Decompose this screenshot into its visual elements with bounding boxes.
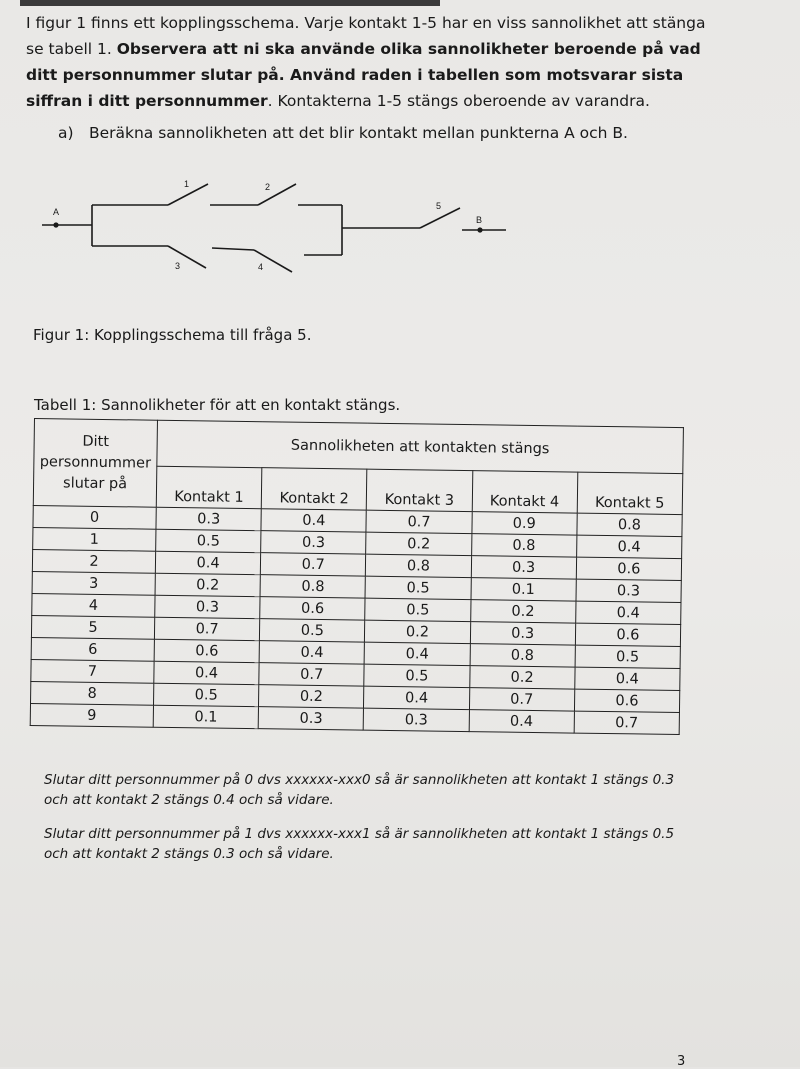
switch-3 [168, 246, 206, 268]
switch-2 [258, 184, 296, 205]
probability-cell: 0.5 [260, 619, 365, 642]
probability-cell: 0.6 [574, 689, 680, 712]
label-switch-5: 5 [436, 201, 442, 211]
note-example-0: Slutar ditt personnummer på 0 dvs xxxxxx-xxx0 så är sannolikheten att kontakt 1 stängs 0.3 och att kontakt 2 stängs 0.4 och så vidare. [44, 772, 675, 808]
probability-cell: 0.4 [154, 661, 259, 684]
probability-cell: 0.3 [470, 622, 575, 645]
probability-cell: 0.4 [575, 667, 681, 690]
probability-cell: 0.3 [156, 507, 261, 530]
label-b: B [476, 215, 483, 225]
column-header-kontakt-2: Kontakt 2 [261, 468, 367, 510]
column-header-kontakt-5: Kontakt 5 [577, 472, 683, 514]
row-header-cell [33, 419, 157, 508]
probability-cell: 0.3 [576, 579, 682, 602]
probability-cell: 0.8 [366, 554, 471, 577]
probability-cell: 0.4 [575, 601, 681, 624]
probability-cell: 0.5 [575, 645, 681, 668]
column-header-kontakt-3: Kontakt 3 [367, 469, 473, 511]
question-label: a) [58, 124, 74, 142]
intro-text-1: I figur 1 finns ett kopplingsschema. Varje kontakt 1-5 har en viss sannolikhet att stänga se tabell 1. [26, 14, 706, 58]
digit-cell: 2 [32, 549, 155, 573]
probability-cell: 0.4 [155, 551, 260, 574]
intro-text-2: . Kontakterna 1-5 stängs oberoende av varandra. [267, 92, 650, 110]
node-a [53, 222, 58, 227]
probability-cell: 0.6 [260, 597, 365, 620]
probability-cell: 0.2 [366, 532, 471, 555]
probability-cell: 0.7 [259, 663, 364, 686]
probability-cell: 0.9 [471, 512, 576, 535]
note-example-1: Slutar ditt personnummer på 1 dvs xxxxxx-xxx1 så är sannolikheten att kontakt 1 stängs 0.5 och att kontakt 2 stängs 0.3 och så vidare. [44, 826, 675, 862]
probability-cell: 0.5 [365, 598, 470, 621]
intro-bold-text: Observera att ni ska använde olika sannolikheter beroende på vad ditt personnummer slutar på. Använd raden i tabellen som motsvarar sista siffran i ditt personnummer [26, 40, 701, 110]
label-a: A [53, 207, 60, 217]
digit-cell: 9 [30, 703, 153, 727]
digit-cell: 6 [31, 637, 154, 661]
probability-cell: 0.4 [261, 509, 366, 532]
row-header-line-2: personnummer [39, 453, 152, 472]
probability-cell: 0.3 [471, 556, 576, 579]
probability-cell: 0.3 [258, 707, 363, 730]
probability-cell: 0.4 [364, 686, 469, 709]
probability-cell: 0.5 [365, 576, 470, 599]
row-header-line-1: Ditt [82, 433, 110, 450]
probability-cell: 0.3 [155, 595, 260, 618]
question-text: Beräkna sannolikheten att det blir kontakt mellan punkterna A och B. [88, 124, 628, 142]
probability-cell: 0.5 [156, 529, 261, 552]
probability-cell: 0.2 [470, 600, 575, 623]
top-dark-strip [20, 0, 440, 6]
probability-cell: 0.6 [154, 639, 259, 662]
node-b [477, 227, 482, 232]
probability-cell: 0.6 [575, 623, 681, 646]
probability-cell: 0.5 [154, 683, 259, 706]
probability-cell: 0.4 [469, 710, 574, 733]
row-header-line-3: slutar på [62, 474, 128, 492]
probability-cell: 0.7 [366, 510, 471, 533]
probability-cell: 0.8 [260, 575, 365, 598]
probability-cell: 0.1 [153, 705, 258, 728]
table-caption: Tabell 1: Sannolikheter för att en kontakt stängs. [34, 396, 401, 414]
question-a [58, 124, 628, 142]
probability-cell: 0.7 [469, 688, 574, 711]
digit-cell: 0 [33, 505, 156, 529]
column-header-kontakt-1: Kontakt 1 [156, 466, 262, 508]
probability-cell: 0.5 [364, 664, 469, 687]
probability-cell: 0.8 [577, 513, 683, 536]
probability-cell: 0.4 [259, 641, 364, 664]
probability-cell: 0.2 [469, 666, 574, 689]
probability-cell: 0.7 [261, 553, 366, 576]
label-switch-2: 2 [265, 182, 271, 192]
label-switch-1: 1 [184, 179, 190, 189]
probability-cell: 0.8 [471, 534, 576, 557]
digit-cell: 8 [31, 681, 154, 705]
probability-cell: 0.7 [574, 711, 680, 734]
column-header-kontakt-4: Kontakt 4 [472, 471, 578, 513]
label-switch-3: 3 [175, 261, 181, 271]
probability-cell: 0.2 [365, 620, 470, 643]
probability-cell: 0.1 [471, 578, 576, 601]
table-body [30, 505, 682, 734]
intro-paragraph [26, 10, 726, 114]
probability-cell: 0.3 [364, 708, 469, 731]
probability-cell: 0.4 [576, 535, 682, 558]
probability-cell: 0.2 [155, 573, 260, 596]
digit-cell: 3 [32, 571, 155, 595]
probability-cell: 0.3 [261, 531, 366, 554]
figure-caption: Figur 1: Kopplingsschema till fråga 5. [33, 326, 312, 344]
digit-cell: 5 [31, 615, 154, 639]
switch-5 [420, 208, 460, 228]
page-number: 3 [677, 1054, 686, 1069]
digit-cell: 1 [33, 527, 156, 551]
group-header: Sannolikheten att kontakten stängs [157, 420, 684, 473]
probability-cell: 0.7 [154, 617, 259, 640]
circuit-diagram [36, 170, 516, 280]
probability-table [30, 418, 684, 735]
digit-cell: 7 [31, 659, 154, 683]
bottom-wire-2 [212, 248, 254, 250]
probability-cell: 0.6 [576, 557, 682, 580]
probability-cell: 0.8 [470, 644, 575, 667]
label-switch-4: 4 [258, 262, 264, 272]
probability-cell: 0.2 [259, 685, 364, 708]
digit-cell: 4 [32, 593, 155, 617]
probability-cell: 0.4 [364, 642, 469, 665]
